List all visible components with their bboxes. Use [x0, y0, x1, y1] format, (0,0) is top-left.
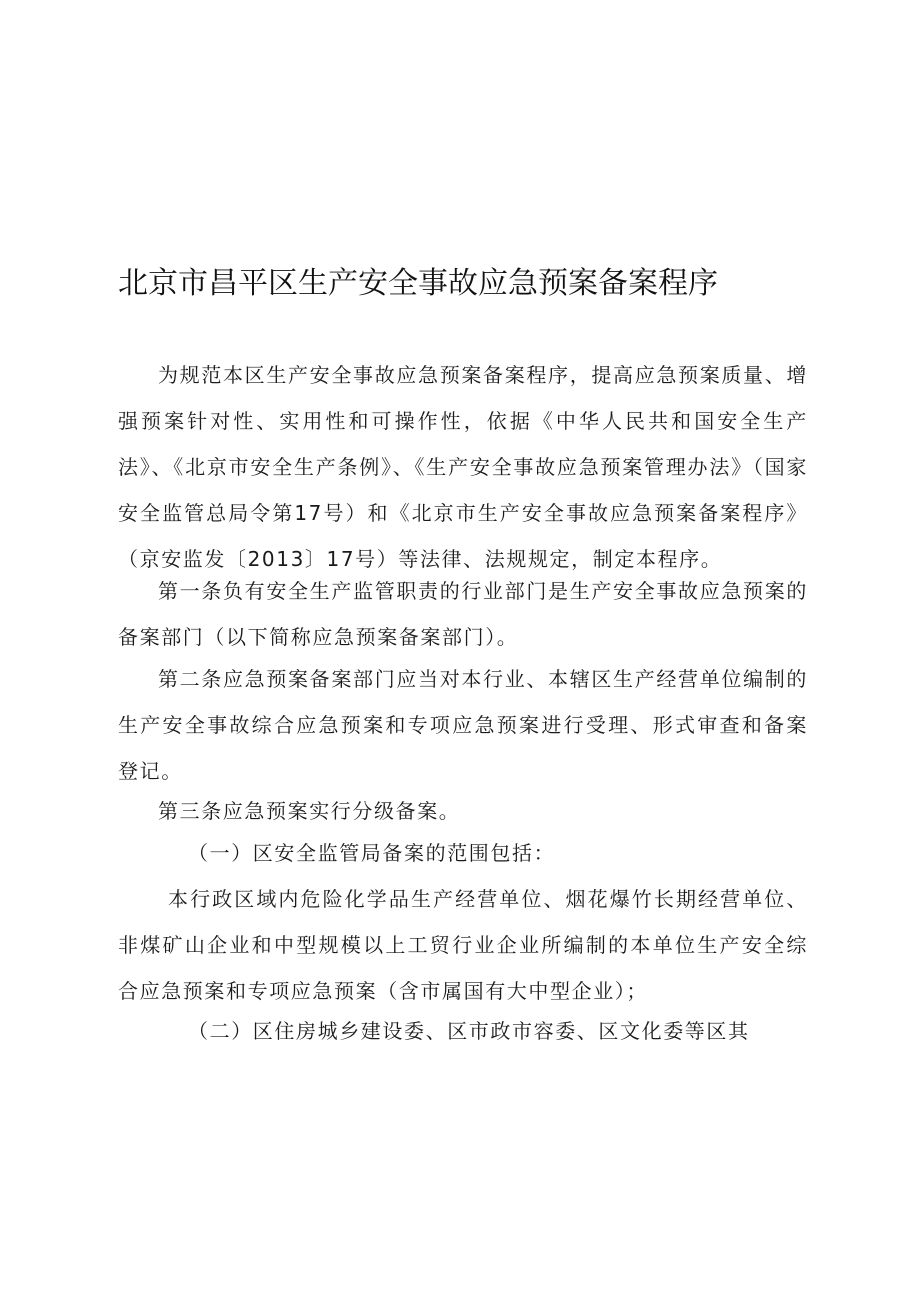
item-2-heading: （二）区住房城乡建设委、区市政市容委、区文化委等区其 — [188, 1019, 750, 1043]
article-2-paragraph: 第二条应急预案备案部门应当对本行业、本辖区生产经营单位编制的生产安全事故综合应急预案和专项应急预案进行受理、形式审查和备案登记。 — [118, 667, 808, 783]
item-1-heading: （一）区安全监管局备案的范围包括： — [188, 841, 556, 865]
article-1-paragraph: 第一条负有安全生产监管职责的行业部门是生产安全事故应急预案的备案部门（以下简称应急预案备案部门）。 — [118, 579, 808, 649]
item-1-body: 本行政区域内危险化学品生产经营单位、烟花爆竹长期经营单位、非煤矿山企业和中型规模以上工贸行业企业所编制的本单位生产安全综合应急预案和专项应急预案（含市属国有大中型企业）； — [118, 887, 808, 1003]
intro-paragraph: 为规范本区生产安全事故应急预案备案程序，提高应急预案质量、增强预案针对性、实用性和可操作性，依据《中华人民共和国安全生产法》、《北京市安全生产条例》、《生产安全事故应急预案管理办法》（国家安全监管总局令第17号）和《北京市生产安全事故应急预案备案程序》（京安监发〔2013〕17号）等法律、法规规定，制定本程序。 — [118, 363, 808, 571]
article-3-paragraph: 第三条应急预案实行分级备案。 — [158, 799, 461, 823]
document-title: 北京市昌平区生产安全事故应急预案备案程序 — [118, 266, 718, 301]
